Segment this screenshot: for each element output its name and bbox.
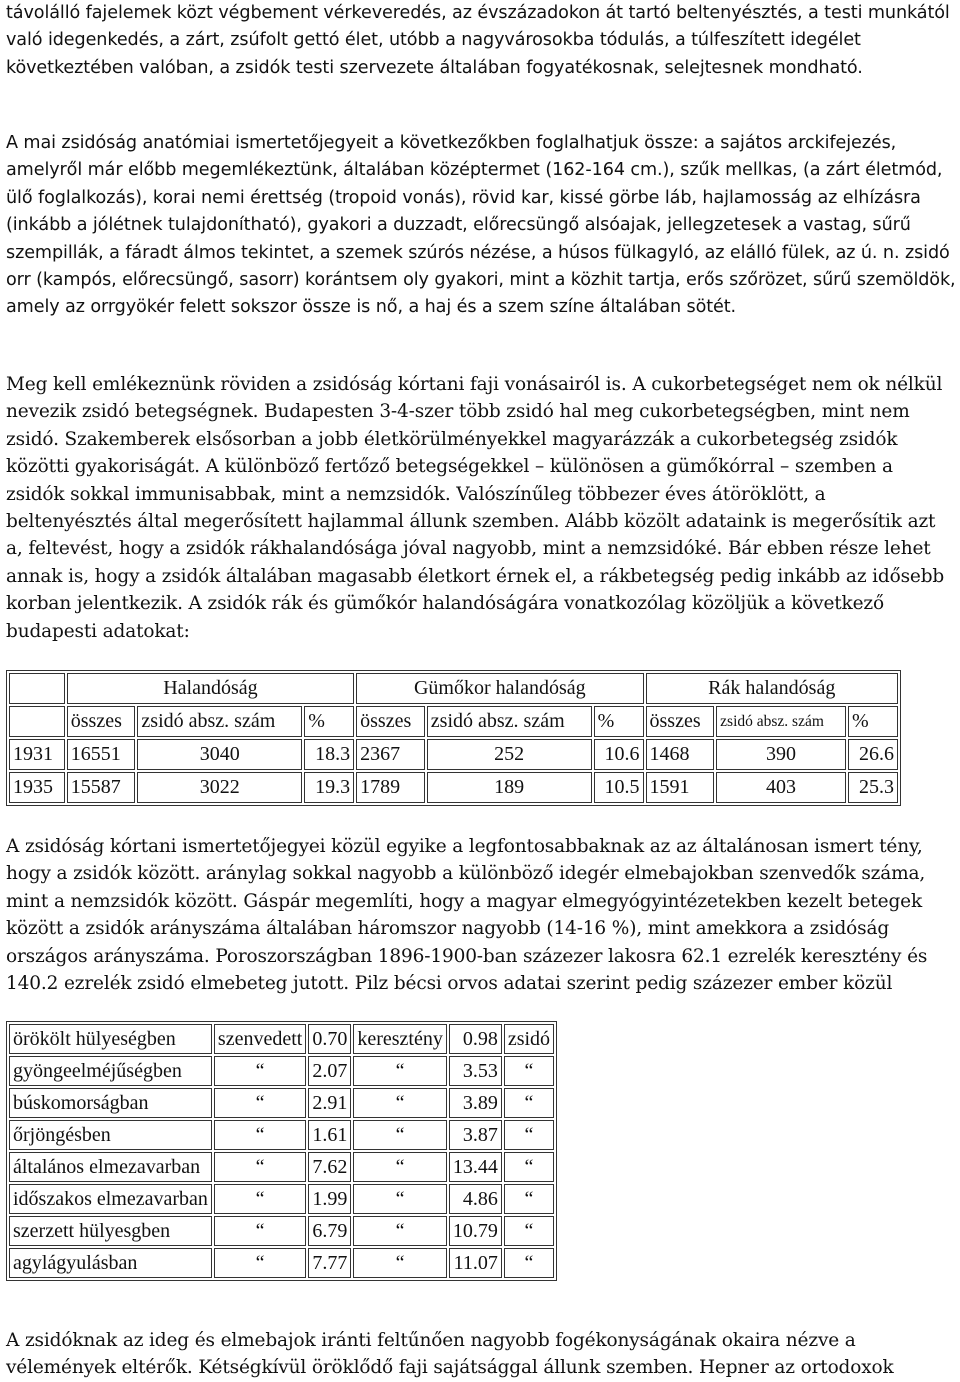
table-cell: 10.5 — [594, 772, 644, 803]
christian-value-cell: 1.99 — [308, 1184, 351, 1214]
empty-corner-cell — [9, 706, 65, 737]
jewish-value-cell: 0.98 — [449, 1024, 502, 1054]
jewish-value-cell: 4.86 — [449, 1184, 502, 1214]
christian-label-cell: keresztény — [353, 1024, 447, 1054]
condition-cell: őrjöngésben — [9, 1120, 212, 1150]
paragraph-pathology: Meg kell emlékeznünk röviden a zsidóság kórtani faji vonásairól is. A cukorbetegséget nem ok nélkül nevezik zsidó betegségnek. Budapesten 3-4-szer több zsidó hal meg cukorbetegségben, mint nem zsidó. Szakemberek elsősorban a jobb életkörülményekkel magyarázzák a cukorbetegség zsidók közötti gyakoriságát. A különböző fertőző betegségekkel – különösen a gümőkórral – szemben a zsidók sokkal immunisabbak, mint a nemzsidók. Valószínűleg többezer éves átöröklött, a beltenyésztés által megerősített hajlammal állunk szemben. Alább közölt adataink is megerősítik azt a, feltevést, hogy a zsidók rákhalandósága jóval nagyobb, mint a nemzsidóké. Bár ebben része lehet annak is, hogy a zsidók általában magasabb életkort érnek el, a rákbetegség pedig inkább az idősebb korban jelentkezik. A zsidók rák és gümőkór halandóságára vonatkozólag közöljük a következő budapesti adatokat: — [6, 374, 945, 642]
table-cell: 189 — [427, 772, 592, 803]
table-header-row — [9, 673, 898, 704]
table-row — [9, 1120, 554, 1150]
subheader-cell: % — [848, 706, 898, 737]
ditto-mark-cell: “ — [214, 1152, 306, 1182]
jewish-value-cell: 11.07 — [449, 1248, 502, 1278]
christian-value-cell: 7.62 — [308, 1152, 351, 1182]
table-cell: 26.6 — [848, 739, 898, 770]
subheader-cell: % — [304, 706, 354, 737]
year-cell: 1931 — [9, 739, 65, 770]
group-header-cell: Gümőkor halandóság — [356, 673, 643, 704]
mortality-table — [6, 670, 901, 806]
jewish-value-cell: 3.87 — [449, 1120, 502, 1150]
condition-cell: általános elmezavarban — [9, 1152, 212, 1182]
jewish-value-cell: 3.53 — [449, 1056, 502, 1086]
ditto-mark-cell: “ — [214, 1056, 306, 1086]
ditto-mark-cell: “ — [504, 1120, 554, 1150]
ditto-mark-cell: “ — [504, 1184, 554, 1214]
paragraph-intro: távolálló fajelemek közt végbement vérkeveredés, az évszázadokon át tartó beltenyésztés, a testi munkától való idegenkedés, a zárt, zsúfolt gettó élet, utóbb a nagyvárosokba tódulás, a túlfeszített idegélet következtében valóban, a zsidók testi szervezete általában fogyatékosnak, selejtesnek mondható. — [6, 3, 950, 78]
ditto-mark-cell: “ — [353, 1184, 447, 1214]
ditto-mark-cell: “ — [353, 1152, 447, 1182]
table-row — [9, 1248, 554, 1278]
ditto-mark-cell: “ — [214, 1184, 306, 1214]
subheader-cell: zsidó absz. szám — [137, 706, 302, 737]
group-header-cell: Rák halandóság — [646, 673, 899, 704]
table-cell: 10.6 — [594, 739, 644, 770]
christian-value-cell: 0.70 — [308, 1024, 351, 1054]
condition-cell: szerzett hülyesgben — [9, 1216, 212, 1246]
verb-cell: szenvedett — [214, 1024, 306, 1054]
condition-cell: agylágyulásban — [9, 1248, 212, 1278]
table-cell: 1468 — [646, 739, 715, 770]
condition-cell: gyöngeelméjűségben — [9, 1056, 212, 1086]
table-row — [9, 1216, 554, 1246]
christian-value-cell: 7.77 — [308, 1248, 351, 1278]
ditto-mark-cell: “ — [214, 1088, 306, 1118]
ditto-mark-cell: “ — [504, 1088, 554, 1118]
table-cell: 3022 — [137, 772, 302, 803]
table-row — [9, 1056, 554, 1086]
table-cell: 390 — [716, 739, 846, 770]
table-subheader-row — [9, 706, 898, 737]
table-cell: 2367 — [356, 739, 425, 770]
jewish-value-cell: 3.89 — [449, 1088, 502, 1118]
ditto-mark-cell: “ — [353, 1120, 447, 1150]
ditto-mark-cell: “ — [214, 1120, 306, 1150]
group-header-cell: Halandóság — [67, 673, 354, 704]
table-row — [9, 1024, 554, 1054]
christian-value-cell: 2.07 — [308, 1056, 351, 1086]
table-cell: 3040 — [137, 739, 302, 770]
ditto-mark-cell: “ — [504, 1056, 554, 1086]
subheader-cell: zsidó absz. szám — [716, 706, 846, 737]
table-cell: 19.3 — [304, 772, 354, 803]
condition-cell: búskomorságban — [9, 1088, 212, 1118]
ditto-mark-cell: “ — [504, 1152, 554, 1182]
table-cell: 1789 — [356, 772, 425, 803]
table-cell: 25.3 — [848, 772, 898, 803]
ditto-mark-cell: “ — [504, 1248, 554, 1278]
paragraph-anatomy: A mai zsidóság anatómiai ismertetőjegyeit a következőkben foglalhatjuk össze: a sajátos arckifejezés, amelyről már előbb megemlékeztünk, általában középtermet (162-164 cm.), szűk mellkas, (a zárt életmód, ülő foglalkozás), korai nemi érettség (tropoid vonás), rövid kar, kissé görbe láb, hajlamosság az elhízásra (inkább a jólétnek tulajdonítható), gyakori a duzzadt, előrecsüngő alsóajak, jellegzetesek a vastag, sűrű szempillák, a fáradt álmos tekintet, a szemek szúrós nézése, a húsos fülkagyló, az elálló fülek, az ú. n. zsidó orr (kampós, előrecsüngő, sasorr) korántsem oly gyakori, mint a közhit tartja, erős szőrözet, sűrű szemöldök, amely az orrgyökér felett sokszor össze is nő, a haj és a szem színe általában sötét. — [6, 133, 956, 318]
ditto-mark-cell: “ — [353, 1248, 447, 1278]
table-row — [9, 1088, 554, 1118]
table-row — [9, 739, 898, 770]
condition-cell: örökölt hülyeségben — [9, 1024, 212, 1054]
ditto-mark-cell: “ — [353, 1056, 447, 1086]
paragraph-causes: A zsidóknak az ideg és elmebajok iránti feltűnően nagyobb fogékonyságának okaira nézve a vélemények eltérők. Kétségkívül öröklődő faji sajátsággal állunk szemben. Hepner az ortodoxok — [6, 1330, 894, 1379]
jewish-label-cell: zsidó — [504, 1024, 554, 1054]
christian-value-cell: 2.91 — [308, 1088, 351, 1118]
ditto-mark-cell: “ — [504, 1216, 554, 1246]
subheader-cell: zsidó absz. szám — [427, 706, 592, 737]
table-cell: 18.3 — [304, 739, 354, 770]
subheader-cell: összes — [646, 706, 715, 737]
mental-illness-table — [6, 1021, 557, 1281]
condition-cell: időszakos elmezavarban — [9, 1184, 212, 1214]
jewish-value-cell: 10.79 — [449, 1216, 502, 1246]
empty-corner-cell — [9, 673, 65, 704]
subheader-cell: összes — [356, 706, 425, 737]
table-row — [9, 1152, 554, 1182]
ditto-mark-cell: “ — [353, 1088, 447, 1118]
table-cell: 1591 — [646, 772, 715, 803]
table-cell: 403 — [716, 772, 846, 803]
table-cell: 15587 — [67, 772, 136, 803]
jewish-value-cell: 13.44 — [449, 1152, 502, 1182]
year-cell: 1935 — [9, 772, 65, 803]
paragraph-mental-illness: A zsidóság kórtani ismertetőjegyei közül egyike a legfontosabbaknak az az általánosan ismert tény, hogy a zsidók között. aránylag sokkal nagyobb a különböző idegér elmebajokban szenvedők száma, mint a nemzsidók között. Gáspár megemlíti, hogy a magyar elmegyógyintézetekben kezelt betegek között a zsidók arányszáma általában háromszor nagyobb (14-16 %), mint amekkora a zsidóság országos arányszáma. Poroszországban 1896-1900-ban százezer lakosra 62.1 ezrelék keresztény és 140.2 ezrelék zsidó elmebeteg jutott. Pilz bécsi orvos adatai szerint pedig százezer ember közül — [6, 836, 928, 995]
subheader-cell: % — [594, 706, 644, 737]
ditto-mark-cell: “ — [353, 1216, 447, 1246]
subheader-cell: összes — [67, 706, 136, 737]
christian-value-cell: 6.79 — [308, 1216, 351, 1246]
christian-value-cell: 1.61 — [308, 1120, 351, 1150]
table-row — [9, 772, 898, 803]
table-cell: 252 — [427, 739, 592, 770]
ditto-mark-cell: “ — [214, 1248, 306, 1278]
table-cell: 16551 — [67, 739, 136, 770]
ditto-mark-cell: “ — [214, 1216, 306, 1246]
table-row — [9, 1184, 554, 1214]
